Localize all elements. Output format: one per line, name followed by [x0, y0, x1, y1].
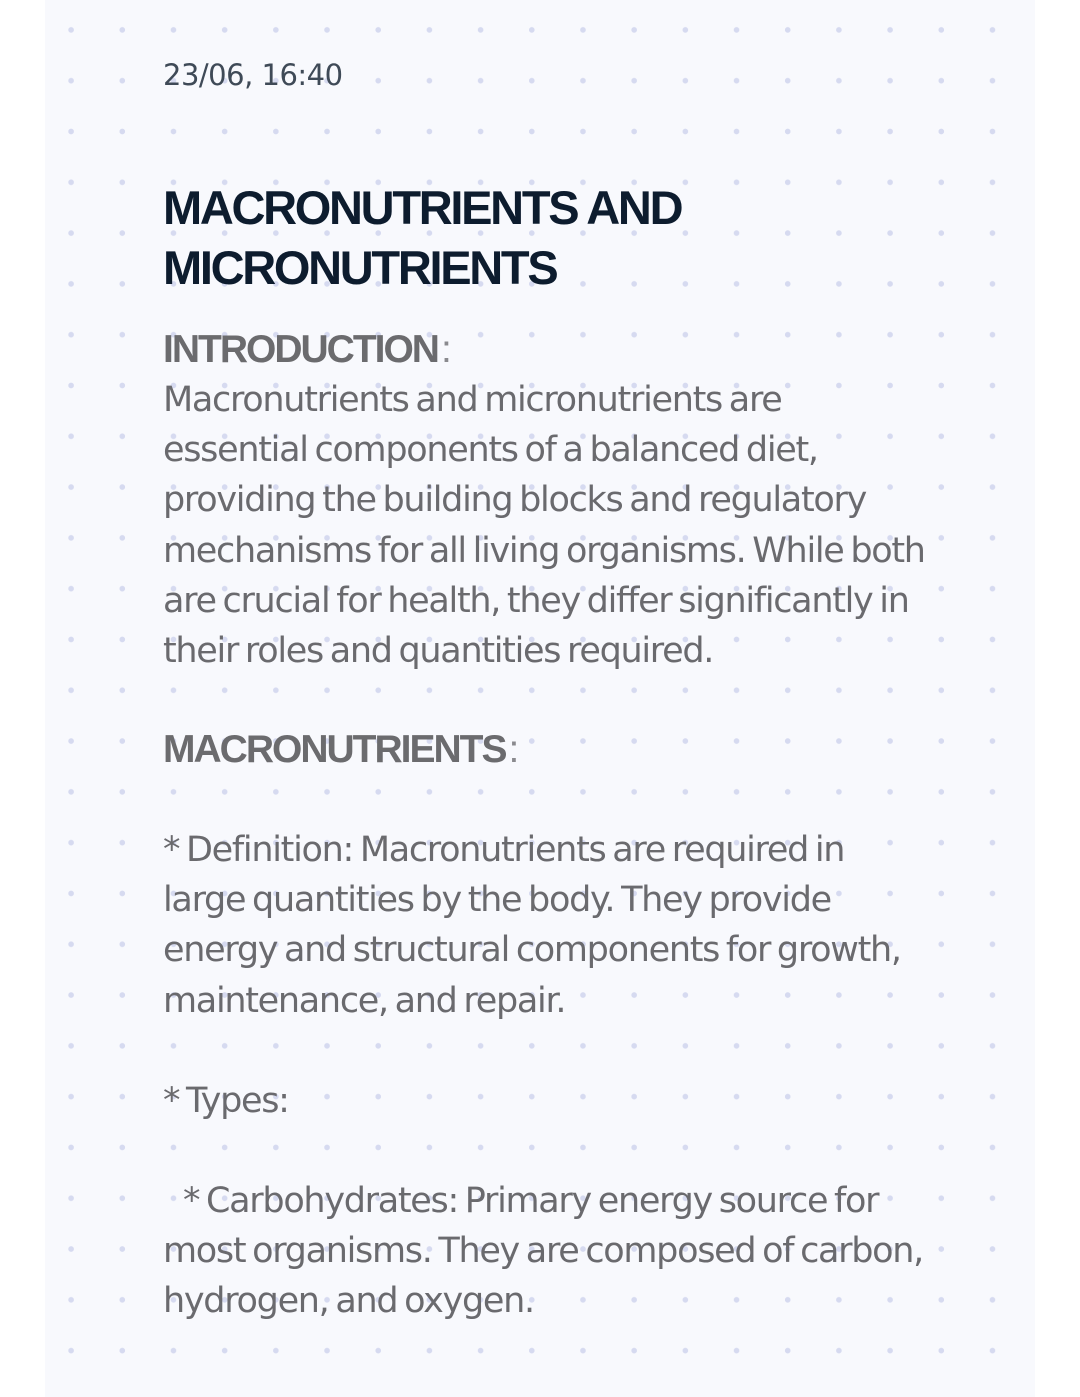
paragraph-line: energy and structural components for growth, [163, 930, 901, 971]
definition-paragraph [163, 825, 1023, 1026]
introduction-heading-text: INTRODUCTION [163, 328, 438, 371]
types-label-text: * Types: [163, 1081, 289, 1121]
heading-colon: : [508, 728, 518, 771]
note-timestamp: 23/06, 16:40 [163, 58, 343, 92]
paragraph-line: maintenance, and repair. [163, 980, 566, 1021]
introduction-paragraph [163, 375, 1023, 676]
paragraph-line: Macronutrients and micronutrients are [163, 380, 782, 420]
introduction-heading [163, 325, 450, 375]
paragraph-line: most organisms. They are composed of carbon, [163, 1231, 923, 1272]
heading-colon: : [440, 328, 450, 371]
title-line-2: MICRONUTRIENTS [163, 241, 557, 294]
paragraph-line: mechanisms for all living organisms. While both [163, 530, 925, 571]
macronutrients-heading [163, 725, 517, 775]
paragraph-line: hydrogen, and oxygen. [163, 1281, 534, 1322]
paragraph-line: providing the building blocks and regulatory [163, 480, 866, 521]
carbohydrates-paragraph [163, 1176, 1023, 1327]
paragraph-line: * Carbohydrates: Primary energy source for [183, 1181, 879, 1221]
title-line-1: MACRONUTRIENTS AND [163, 181, 682, 234]
macronutrients-heading-text: MACRONUTRIENTS [163, 728, 506, 771]
paragraph-line: large quantities by the body. They provide [163, 880, 831, 921]
paragraph-line: their roles and quantities required. [163, 631, 714, 672]
note-title [163, 178, 923, 298]
paragraph-line: essential components of a balanced diet, [163, 430, 818, 471]
paragraph-line: are crucial for health, they differ significantly in [163, 580, 909, 621]
note-page [45, 0, 1035, 1397]
types-label [163, 1076, 1023, 1126]
paragraph-line: * Definition: Macronutrients are required in [163, 830, 845, 870]
